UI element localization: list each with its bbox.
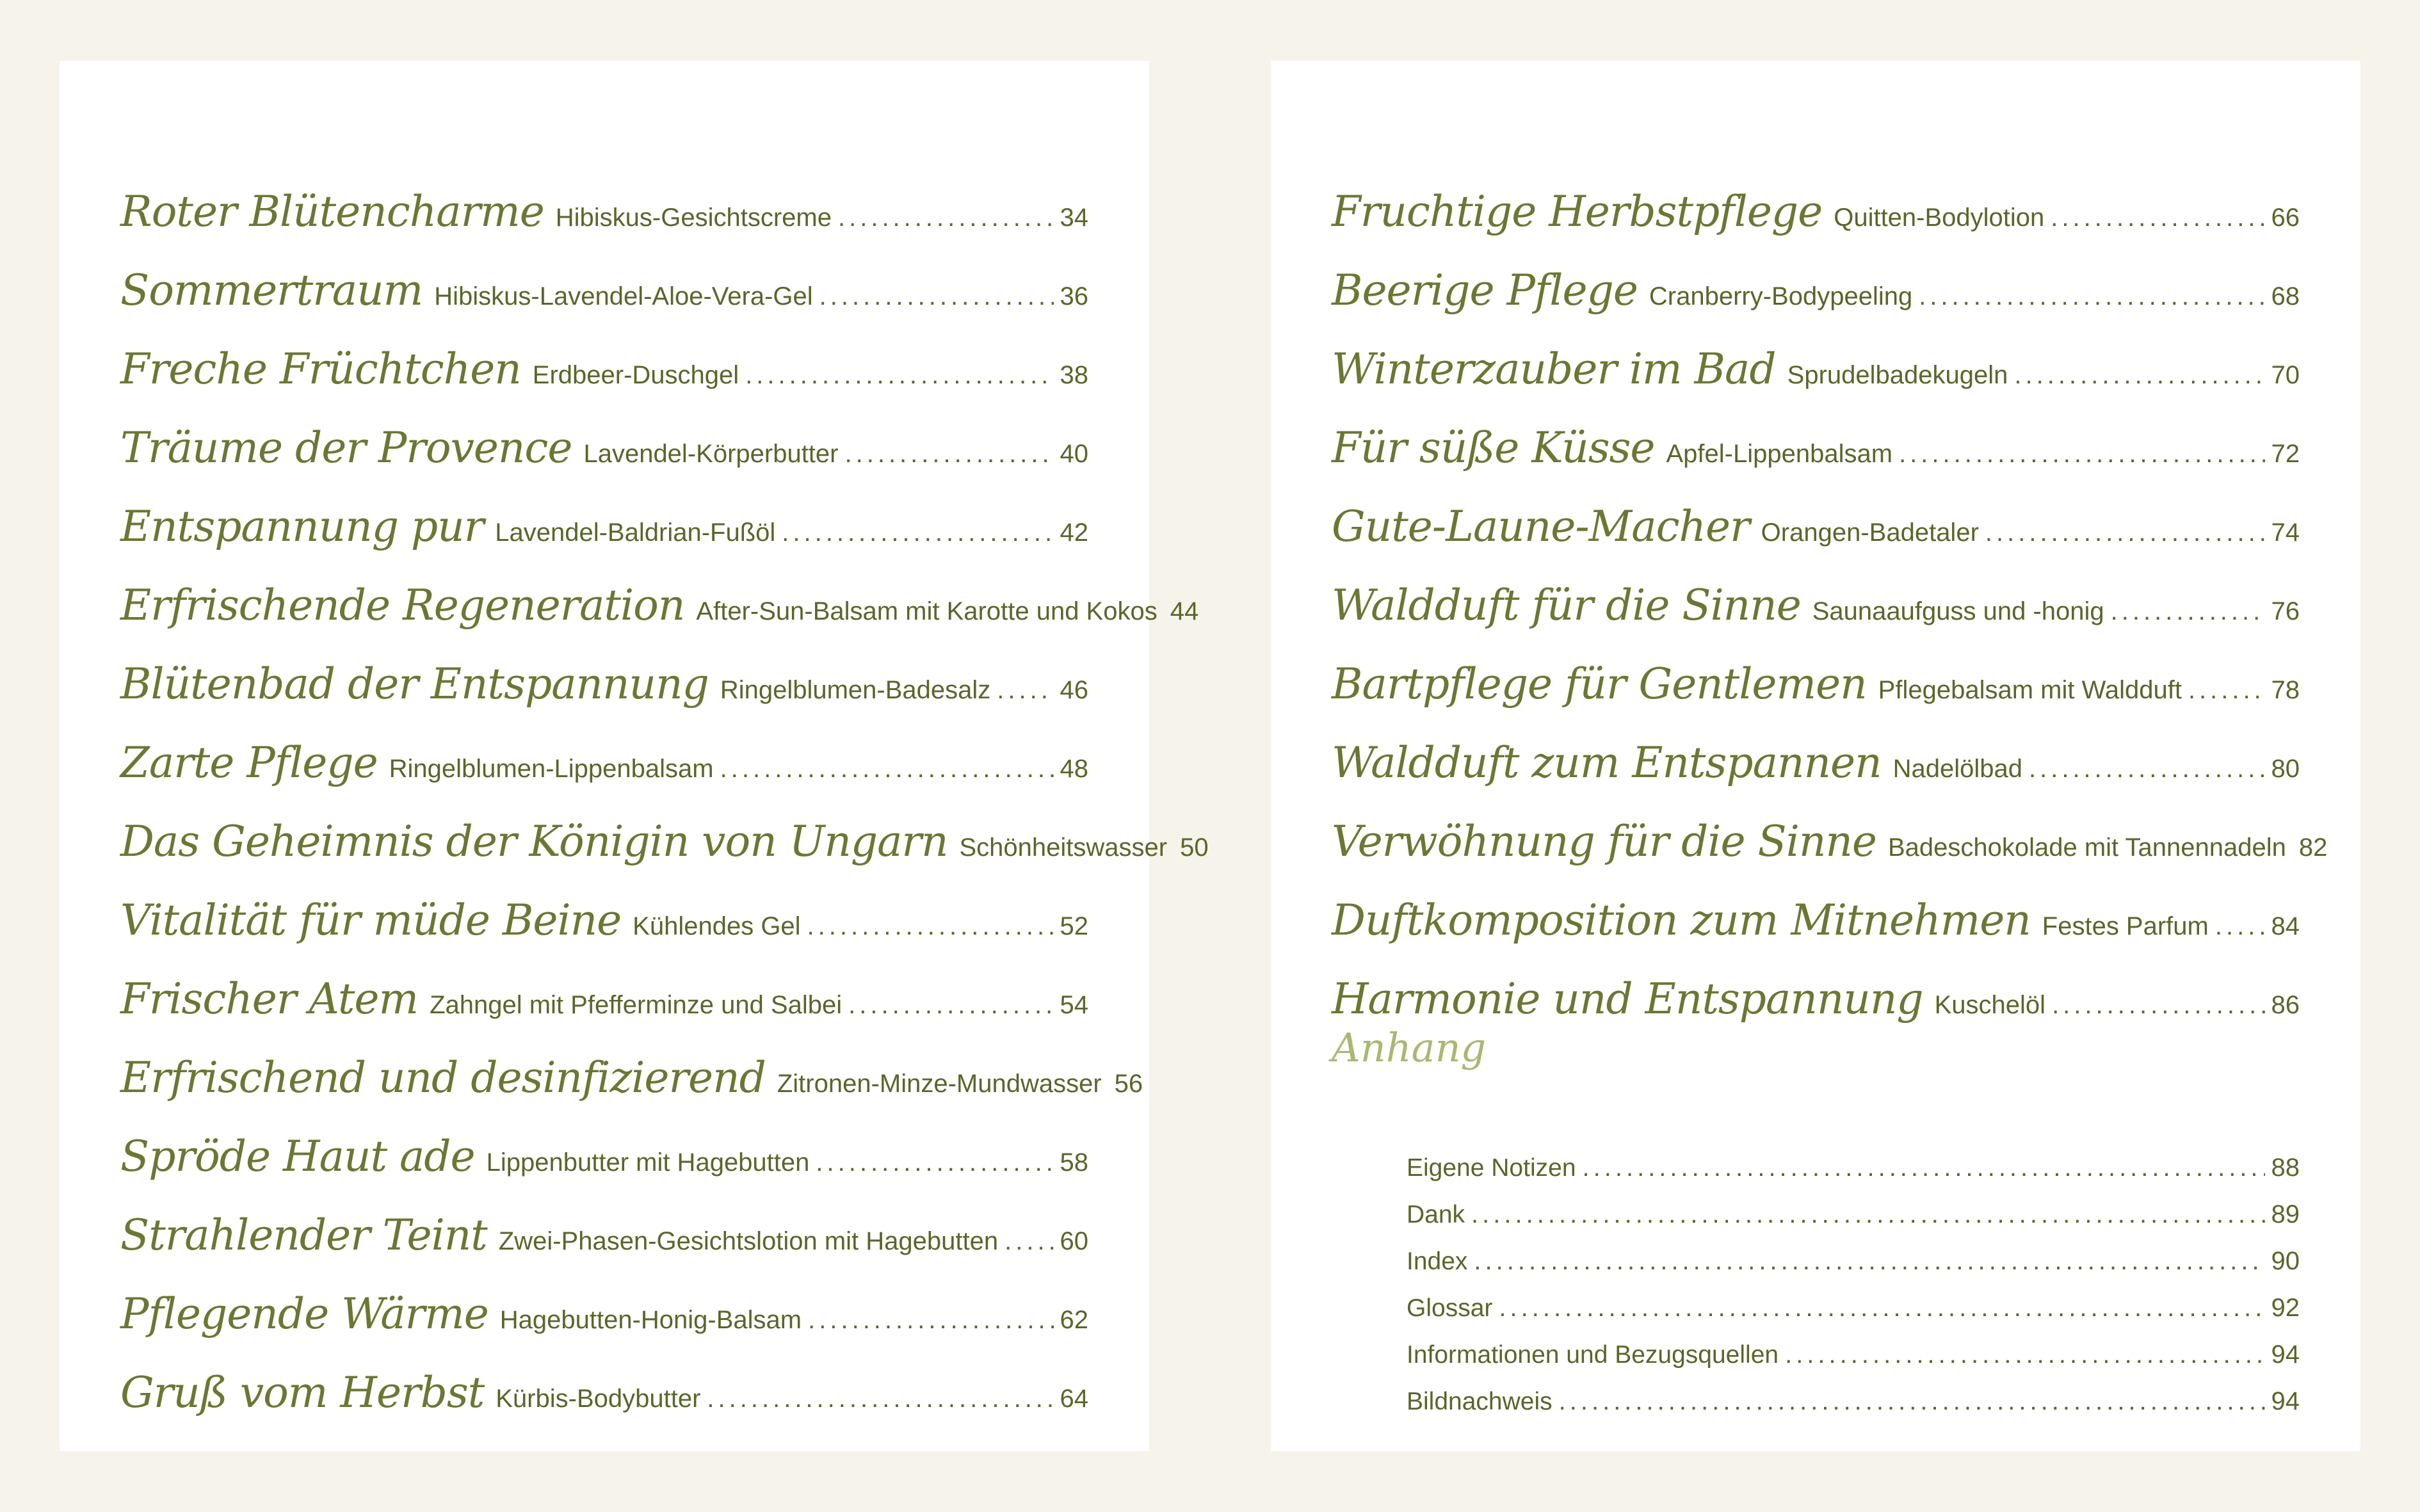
left-page: [60, 61, 1209, 1451]
toc-entry-title: Waldduft zum Entspannen: [1332, 738, 1882, 787]
toc-entry-page: 66: [2271, 204, 2300, 232]
toc-entry-page: 34: [1060, 204, 1088, 232]
toc-dot-leader: [2029, 755, 2265, 784]
toc-entry-subtitle: Kühlendes Gel: [633, 912, 801, 940]
appendix-entry-label: Dank: [1407, 1201, 1465, 1228]
toc-entry-subtitle: Kuschelöl: [1934, 991, 2046, 1019]
right-page: [1271, 61, 2360, 1451]
toc-dot-leader: [707, 1385, 1053, 1413]
toc-dot-leader: [745, 361, 1053, 390]
toc-dot-leader: [1474, 1247, 2264, 1276]
toc-entry-title: Duftkomposition zum Mitnehmen: [1332, 896, 2031, 945]
toc-entry[interactable]: [120, 344, 1088, 394]
toc-entry-page: 68: [2271, 282, 2300, 310]
toc-dot-leader: [819, 282, 1054, 311]
toc-dot-leader: [1559, 1387, 2265, 1416]
toc-entry-page: 60: [1060, 1227, 1088, 1255]
toc-dot-leader: [1471, 1200, 2264, 1229]
toc-dot-leader: [997, 676, 1053, 705]
toc-entry[interactable]: [120, 1053, 1143, 1102]
toc-dot-leader: [2014, 361, 2264, 390]
toc-entry-title: Erfrischend und desinfizierend: [120, 1053, 766, 1102]
toc-entry-subtitle: Hibiskus-Gesichtscreme: [555, 204, 832, 232]
toc-entry[interactable]: [120, 659, 1088, 709]
appendix-entry-label: Informationen und Bezugsquellen: [1407, 1341, 1779, 1369]
toc-entry-title: Frischer Atem: [120, 974, 419, 1024]
toc-entry[interactable]: [1332, 502, 2300, 551]
toc-entry-page: 64: [1060, 1385, 1088, 1413]
toc-entry-subtitle: Orangen-Badetaler: [1761, 519, 1979, 547]
toc-entry[interactable]: [120, 817, 1209, 866]
toc-dot-leader: [2111, 597, 2265, 626]
appendix-entry-label: Index: [1407, 1248, 1468, 1275]
toc-entry-page: 80: [2271, 755, 2300, 783]
toc-entry[interactable]: [1332, 974, 2300, 1024]
toc-entry-subtitle: Schönheitswasser: [959, 833, 1168, 862]
toc-entry-subtitle: Erdbeer-Duschgel: [532, 361, 739, 389]
toc-entry-title: Vitalität für müde Beine: [120, 896, 622, 945]
toc-entry-title: Spröde Haut ade: [120, 1132, 475, 1181]
toc-entry-subtitle: Saunaaufguss und -honig: [1812, 597, 2104, 625]
toc-entry-page: 82: [2298, 833, 2328, 862]
toc-entry-title: Harmonie und Entspannung: [1332, 974, 1923, 1024]
toc-entry-subtitle: Kürbis-Bodybutter: [496, 1385, 701, 1413]
toc-entry-title: Roter Blütencharme: [120, 187, 544, 236]
toc-entry[interactable]: [120, 266, 1088, 315]
toc-entry[interactable]: [1332, 581, 2300, 630]
toc-dot-leader: [807, 912, 1054, 941]
toc-entry-subtitle: After-Sun-Balsam mit Karotte und Kokos: [696, 597, 1158, 625]
toc-entry[interactable]: [120, 423, 1088, 472]
toc-entry-page: 46: [1060, 676, 1088, 704]
toc-entry[interactable]: [1332, 266, 2300, 315]
toc-dot-leader: [2052, 991, 2264, 1020]
toc-entry[interactable]: [1332, 738, 2300, 787]
toc-dot-leader: [720, 755, 1054, 784]
toc-dot-leader: [838, 204, 1054, 232]
toc-entry-page: 62: [1060, 1306, 1088, 1334]
appendix-entry-page: 88: [2271, 1154, 2300, 1182]
toc-entry-subtitle: Sprudelbadekugeln: [1787, 361, 2008, 389]
toc-entry-page: 70: [2271, 361, 2300, 389]
toc-entry-title: Zarte Pflege: [120, 738, 378, 787]
toc-entry[interactable]: [120, 974, 1088, 1024]
appendix-entry-page: 89: [2271, 1200, 2300, 1228]
toc-entry-page: 44: [1170, 597, 1199, 625]
appendix-entry-page: 92: [2271, 1294, 2300, 1322]
toc-dot-leader: [2051, 204, 2264, 232]
toc-entry[interactable]: [1332, 659, 2300, 709]
toc-entry-subtitle: Cranberry-Bodypeeling: [1649, 282, 1913, 310]
toc-entry-page: 36: [1060, 282, 1088, 310]
toc-entry-page: 84: [2271, 912, 2300, 940]
appendix-entry[interactable]: [1407, 1294, 2300, 1323]
toc-entry-title: Fruchtige Herbstpflege: [1332, 187, 1823, 236]
toc-entry-title: Pflegende Wärme: [120, 1289, 488, 1339]
appendix-heading: Anhang: [1332, 1024, 1487, 1071]
toc-entry-page: 52: [1060, 912, 1088, 940]
toc-entry-title: Erfrischende Regeneration: [120, 581, 685, 630]
toc-entry-page: 42: [1060, 519, 1088, 547]
appendix-entry[interactable]: [1407, 1154, 2300, 1182]
toc-entry-page: 56: [1114, 1070, 1143, 1098]
toc-entry[interactable]: [120, 1210, 1088, 1260]
toc-entry[interactable]: [120, 1368, 1088, 1417]
appendix-entry[interactable]: [1407, 1247, 2300, 1276]
toc-entry[interactable]: [1332, 423, 2300, 472]
toc-dot-leader: [808, 1306, 1053, 1335]
toc-entry[interactable]: [1332, 344, 2300, 394]
toc-entry-subtitle: Nadelölbad: [1892, 755, 2022, 783]
toc-dot-leader: [1004, 1227, 1053, 1256]
toc-entry-page: 48: [1060, 755, 1088, 783]
toc-entry-subtitle: Pflegebalsam mit Waldduft: [1878, 676, 2182, 704]
toc-dot-leader: [844, 440, 1053, 469]
toc-entry-page: 58: [1060, 1148, 1088, 1177]
toc-entry-subtitle: Quitten-Bodylotion: [1834, 204, 2045, 232]
appendix-entry[interactable]: [1407, 1387, 2300, 1416]
toc-entry[interactable]: [120, 896, 1088, 945]
toc-entry-title: Verwöhnung für die Sinne: [1332, 817, 1876, 866]
toc-dot-leader: [816, 1148, 1053, 1177]
appendix-entry[interactable]: [1407, 1340, 2300, 1369]
toc-entry-title: Winterzauber im Bad: [1332, 344, 1776, 394]
toc-entry-page: 86: [2271, 991, 2300, 1019]
toc-entry-title: Freche Früchtchen: [120, 344, 521, 394]
appendix-entry-label: Bildnachweis: [1407, 1388, 1553, 1415]
toc-entry-subtitle: Lavendel-Körperbutter: [583, 440, 839, 468]
toc-entry-page: 38: [1060, 361, 1088, 389]
toc-entry-title: Das Geheimnis der Königin von Ungarn: [120, 817, 948, 866]
toc-entry-subtitle: Festes Parfum: [2042, 912, 2209, 940]
toc-entry-subtitle: Zahngel mit Pfefferminze und Salbei: [430, 991, 843, 1019]
toc-entry[interactable]: [1332, 187, 2300, 236]
toc-dot-leader: [1583, 1154, 2265, 1182]
toc-entry-page: 76: [2271, 597, 2300, 625]
toc-entry-subtitle: Hibiskus-Lavendel-Aloe-Vera-Gel: [434, 282, 813, 310]
toc-entry[interactable]: [120, 581, 1199, 630]
toc-dot-leader: [1919, 282, 2264, 311]
toc-entry[interactable]: [1332, 896, 2300, 945]
toc-entry-title: Bartpflege für Gentlemen: [1332, 659, 1867, 709]
toc-entry[interactable]: [1332, 817, 2328, 866]
toc-entry-subtitle: Ringelblumen-Lippenbalsam: [389, 755, 714, 783]
toc-dot-leader: [848, 991, 1053, 1020]
toc-entry[interactable]: [120, 1132, 1088, 1181]
toc-dot-leader: [2188, 676, 2265, 705]
toc-dot-leader: [782, 519, 1053, 547]
toc-entry-subtitle: Badeschokolade mit Tannennadeln: [1887, 833, 2286, 862]
toc-entry-page: 54: [1060, 991, 1088, 1019]
toc-dot-leader: [2215, 912, 2265, 941]
toc-dot-leader: [1985, 519, 2265, 547]
appendix-entry-label: Glossar: [1407, 1294, 1493, 1322]
toc-entry-title: Beerige Pflege: [1332, 266, 1638, 315]
toc-entry-subtitle: Apfel-Lippenbalsam: [1666, 440, 1893, 468]
appendix-entry-page: 94: [2271, 1387, 2300, 1415]
appendix-entry-label: Eigene Notizen: [1407, 1154, 1576, 1182]
toc-entry-title: Gute-Laune-Macher: [1332, 502, 1750, 551]
toc-entry-subtitle: Lavendel-Baldrian-Fußöl: [495, 519, 776, 547]
toc-entry-subtitle: Ringelblumen-Badesalz: [720, 676, 991, 704]
toc-entry-title: Waldduft für die Sinne: [1332, 581, 1801, 630]
toc-entry[interactable]: [120, 1289, 1088, 1339]
toc-entry-title: Strahlender Teint: [120, 1210, 487, 1260]
appendix-entry[interactable]: [1407, 1200, 2300, 1229]
toc-entry-subtitle: Lippenbutter mit Hagebutten: [486, 1148, 810, 1177]
toc-entry-page: 40: [1060, 440, 1088, 468]
toc-entry-page: 50: [1180, 833, 1209, 862]
toc-entry-title: Entspannung pur: [120, 502, 484, 551]
toc-dot-leader: [1899, 440, 2264, 469]
toc-entry-subtitle: Zwei-Phasen-Gesichtslotion mit Hagebutten: [498, 1227, 999, 1255]
toc-dot-leader: [1499, 1294, 2264, 1323]
toc-entry-title: Blütenbad der Entspannung: [120, 659, 709, 709]
toc-entry-subtitle: Zitronen-Minze-Mundwasser: [777, 1070, 1102, 1098]
toc-entry-page: 78: [2271, 676, 2300, 704]
toc-entry[interactable]: [120, 187, 1088, 236]
appendix-entry-page: 90: [2271, 1247, 2300, 1275]
toc-entry-title: Gruß vom Herbst: [120, 1368, 485, 1417]
toc-entry-page: 74: [2271, 519, 2300, 547]
toc-entry-subtitle: Hagebutten-Honig-Balsam: [499, 1306, 802, 1334]
toc-entry-title: Für süße Küsse: [1332, 423, 1655, 472]
appendix-entry-page: 94: [2271, 1340, 2300, 1369]
toc-entry-title: Träume der Provence: [120, 423, 572, 472]
toc-entry-page: 72: [2271, 440, 2300, 468]
toc-entry[interactable]: [120, 738, 1088, 787]
toc-entry-title: Sommertraum: [120, 266, 423, 315]
toc-entry[interactable]: [120, 502, 1088, 551]
toc-dot-leader: [1785, 1340, 2264, 1369]
